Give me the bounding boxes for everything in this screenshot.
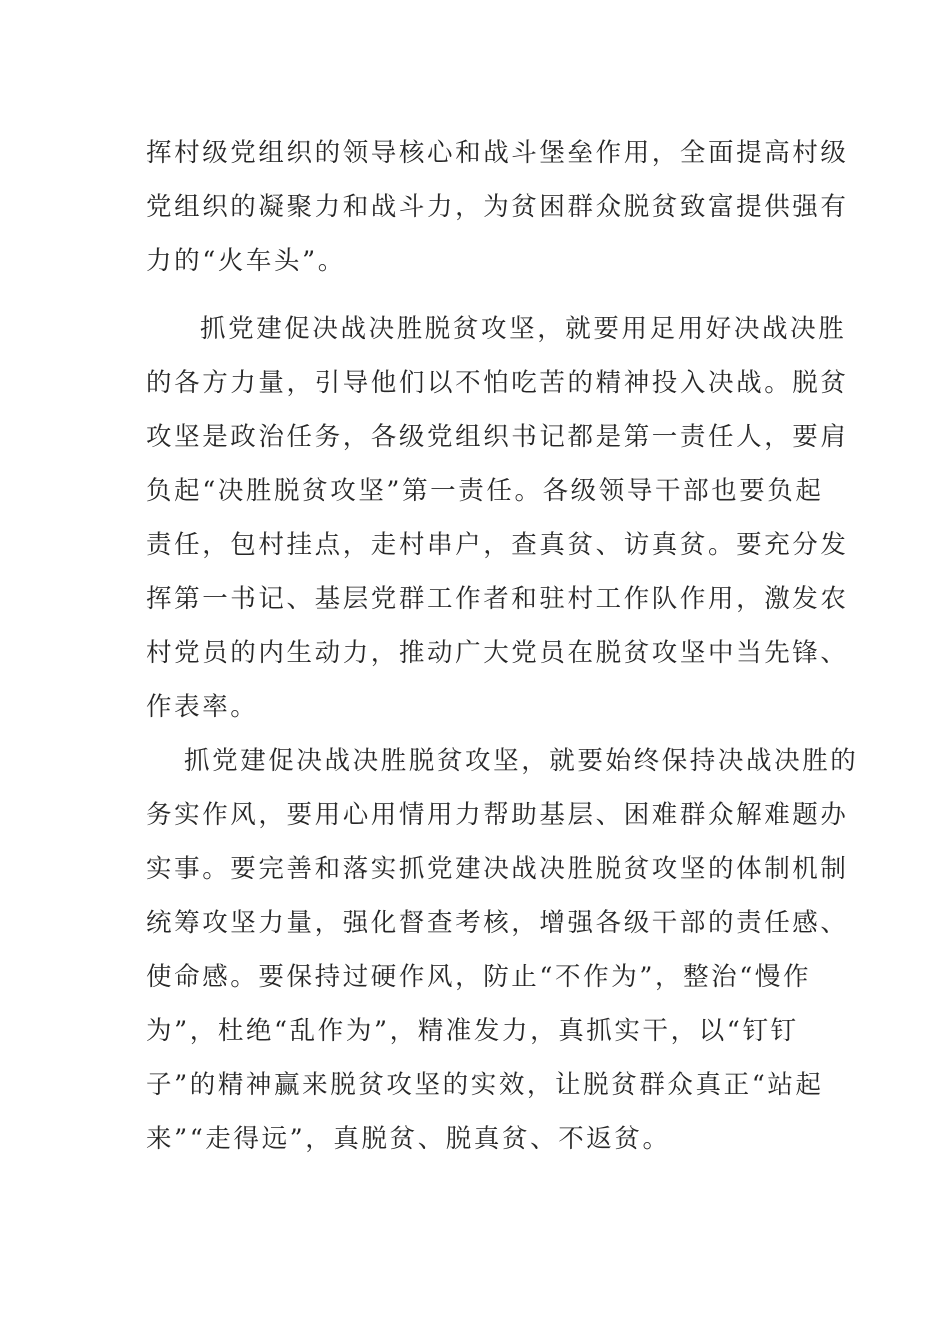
paragraph-line: 的各方力量，引导他们以不怕吃苦的精神投入决战。脱贫 — [146, 368, 849, 398]
paragraph-line: 攻坚是政治任务，各级党组织书记都是第一责任人，要肩 — [146, 422, 849, 452]
paragraph-line: 统筹攻坚力量，强化督查考核，增强各级干部的责任感、 — [146, 908, 849, 938]
paragraph-2 — [146, 302, 849, 734]
paragraph-line: 挥村级党组织的领导核心和战斗堡垒作用，全面提高村级 — [146, 138, 849, 168]
paragraph-1 — [146, 126, 849, 288]
paragraph-line: 负起“决胜脱贫攻坚”第一责任。各级领导干部也要负起 — [146, 476, 824, 506]
paragraph-line: 力的“火车头”。 — [146, 246, 346, 276]
paragraph-line: 子”的精神赢来脱贫攻坚的实效，让脱贫群众真正“站起 — [146, 1070, 824, 1100]
paragraph-line: 党组织的凝聚力和战斗力，为贫困群众脱贫致富提供强有 — [146, 192, 849, 222]
paragraph-line: 抓党建促决战决胜脱贫攻坚，就要始终保持决战决胜的 — [184, 746, 859, 776]
paragraph-line: 使命感。要保持过硬作风，防止“不作为”，整治“慢作 — [146, 962, 812, 992]
paragraph-line: 来”“走得远”，真脱贫、脱真贫、不返贫。 — [146, 1124, 671, 1154]
paragraph-line: 作表率。 — [146, 692, 259, 722]
paragraph-line: 务实作风，要用心用情用力帮助基层、困难群众解难题办 — [146, 800, 849, 830]
paragraph-line: 挥第一书记、基层党群工作者和驻村工作队作用，激发农 — [146, 584, 849, 614]
paragraph-line: 村党员的内生动力，推动广大党员在脱贫攻坚中当先锋、 — [146, 638, 849, 668]
paragraph-line: 抓党建促决战决胜脱贫攻坚，就要用足用好决战决胜 — [200, 314, 847, 344]
paragraph-line: 责任，包村挂点，走村串户，查真贫、访真贫。要充分发 — [146, 530, 849, 560]
paragraph-line: 为”，杜绝“乱作为”，精准发力，真抓实干，以“钉钉 — [146, 1016, 799, 1046]
paragraph-line: 实事。要完善和落实抓党建决战决胜脱贫攻坚的体制机制 — [146, 854, 849, 884]
paragraph-3 — [146, 734, 859, 1166]
